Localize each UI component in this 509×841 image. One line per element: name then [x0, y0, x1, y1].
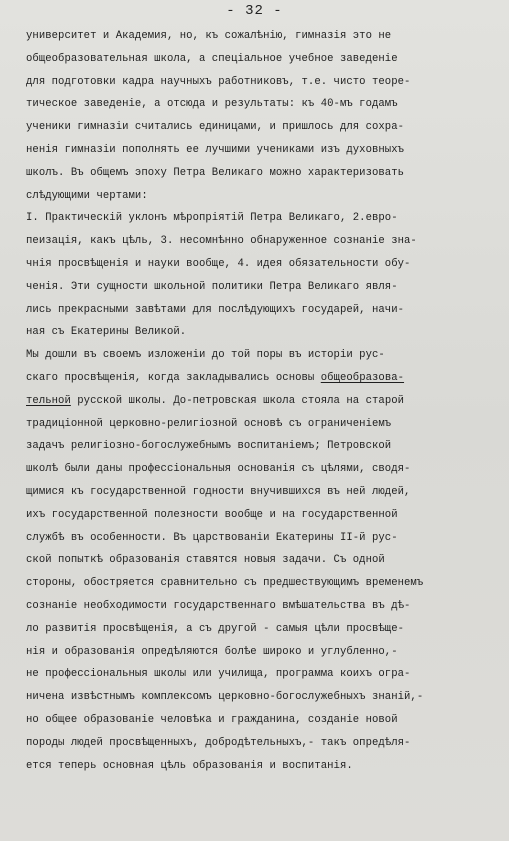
text-line: ихъ государственной полезности вообще и на государственной — [26, 508, 398, 521]
text-line: тическое заведеніе, а отсюда и результаты: къ 40-мъ годамъ — [26, 98, 398, 111]
text-line: ничена извѣстнымъ комплексомъ церковно-богослужебныхъ знаній,- — [26, 691, 424, 704]
text-line: но общее образованіе человѣка и гражданина, созданіе новой — [26, 713, 398, 726]
text-line: ная съ Екатерины Великой. — [26, 326, 187, 339]
text-line: задачъ религіозно-богослужебнымъ воспитаніемъ; Петровской — [26, 440, 392, 453]
text-line: ется теперь основная цѣль образованія и воспитанія. — [26, 759, 353, 772]
text-line: щимися къ государственной годности внучившихся въ ней людей, — [26, 485, 411, 498]
text-line: ской попыткѣ образованія ставятся новыя задачи. Съ одной — [26, 554, 385, 567]
text-line: пеизація, какъ цѣль, 3. несомнѣнно обнаруженное сознаніе зна- — [26, 235, 417, 248]
text-line: службѣ въ особенности. Въ царствованіи Екатерины II-й рус- — [26, 531, 398, 544]
text-line: сознаніе необходимости государственнаго вмѣшательства въ дѣ- — [26, 599, 411, 612]
underlined-text: общеобразова- — [320, 371, 405, 384]
text-line: ло развитія просвѣщенія, а съ другой - самыя цѣли просвѣще- — [26, 622, 405, 635]
text-line: лись прекрасными завѣтами для послѣдующихъ государей, начи- — [26, 303, 405, 316]
text-line: чнія просвѣщенія и науки вообще, 4. идея обязательности обу- — [26, 257, 411, 270]
text-line: слѣдующими чертами: — [26, 189, 148, 202]
text-line: нія и образованія опредѣляются болѣе широко и углубленно,- — [26, 645, 398, 658]
text-line: школѣ были даны профессіональныя основанія съ цѣлями, сводя- — [26, 463, 411, 476]
text-line: I. Практическій уклонъ мѣропріятій Петра Великаго, 2.евро- — [26, 212, 398, 225]
text-line: общеобразовательная школа, а спеціальное учебное заведеніе — [26, 52, 398, 65]
text-line: ученики гимназіи считались единицами, и пришлось для сохра- — [26, 121, 405, 134]
underlined-text: тельной — [26, 394, 71, 407]
page-number: - 32 - — [226, 3, 283, 19]
text-line: не профессіональныя школы или училища, программа коихъ огра- — [26, 668, 411, 681]
text-line: тельной русской школы. До-петровская школа стояла на старой — [26, 394, 405, 407]
body-text — [26, 25, 496, 777]
text-line: Мы дошли въ своемъ изложеніи до той поры въ исторіи рус- — [26, 349, 385, 362]
text-line: школъ. Въ общемъ эпоху Петра Великаго можно характеризовать — [26, 166, 405, 179]
text-line: университет и Академия, но, къ сожалѣнію, гимназія это не — [26, 30, 392, 42]
text-line: стороны, обостряется сравнительно съ предшествующимъ временемъ — [26, 577, 424, 590]
text-line: традиціонной церковно-религіозной основѣ съ ограниченіемъ — [26, 417, 392, 430]
text-line: для подготовки кадра научныхъ работниковъ, т.е. чисто теоре- — [26, 75, 411, 88]
text-line: ченія. Эти сущности школьной политики Петра Великаго явля- — [26, 280, 398, 293]
text-line: скаго просвѣщенія, когда закладывались основы общеобразова- — [26, 371, 405, 384]
text-line: ненія гимназіи пополнять ее лучшими учениками изъ духовныхъ — [26, 143, 405, 156]
text-line: породы людей просвѣщенныхъ, добродѣтельныхъ,- такъ опредѣля- — [26, 736, 411, 749]
